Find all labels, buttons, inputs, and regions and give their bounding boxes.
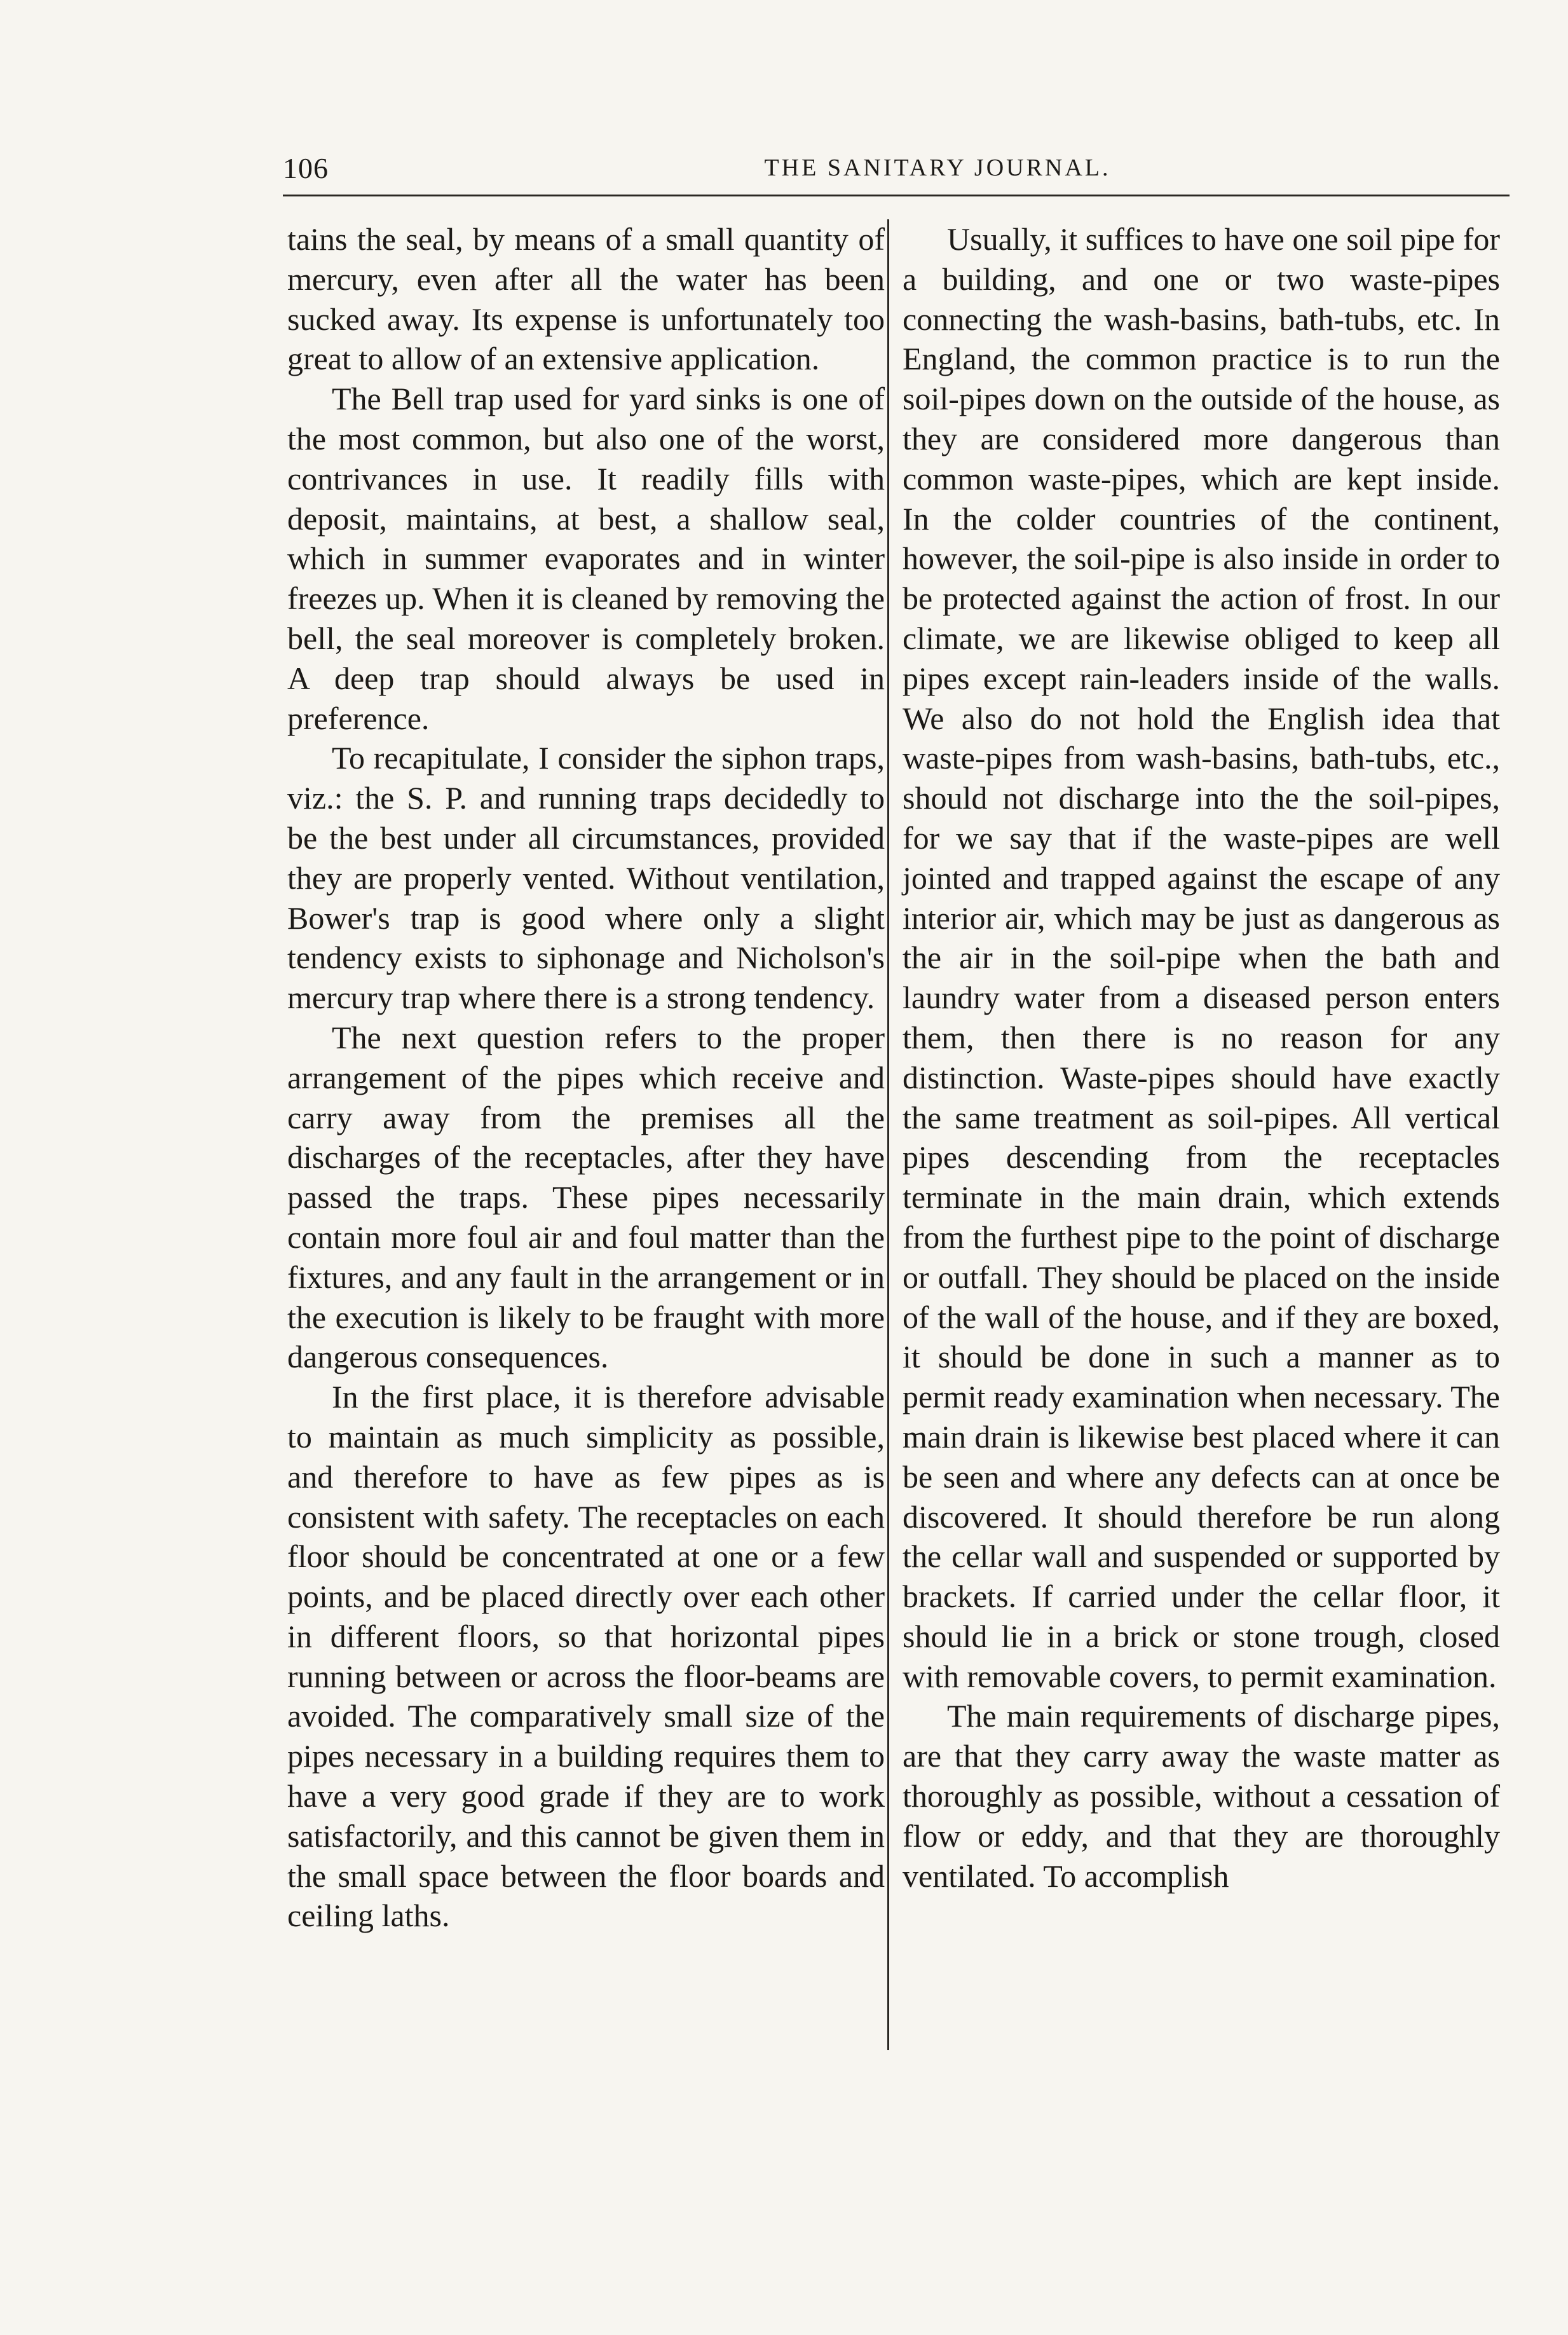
paragraph: The next question refers to the proper arrangement of the pipes which receive and carry away from the premises all the discharges of the receptacles, after they have passed the traps. These pipes necessarily contain more foul air and foul matter than the fixtures, and any fault in the arrangement or in the execution is likely to be fraught with more dangerous consequences. xyxy=(287,1019,885,1375)
paragraph: The main requirements of discharge pipes, are that they carry away the waste matter as thoroughly as possible, without a cessation of flow or eddy, and that they are thoroughly ventilated. To accomplish xyxy=(903,1698,1500,1894)
running-title: THE SANITARY JOURNAL. xyxy=(764,154,1111,181)
page-number: 106 xyxy=(283,152,329,184)
header-rule xyxy=(283,195,1510,196)
paragraph: In the first place, it is therefore advisable to maintain as much simplicity as possible, and therefore to have as few pipes as is consistent with safety. The receptacles on each floor should be concentrated at one or a few points, and be placed directly over each other in different floors, so that horizontal pipes running between or across the floor-beams are avoided. The comparatively small size of the pipes necessary in a building requires them to have a very good grade if they are to work satisfactorily, and this cannot be given them in the small space between the floor boards and ceiling laths. xyxy=(287,1379,885,1934)
right-column xyxy=(903,219,1500,1896)
paragraph: Usually, it suffices to have one soil pipe for a building, and one or two waste-pipes connecting the wash-basins, bath-tubs, etc. In England, the common practice is to run the soil-pipes down on the outside of the house, as they are considered more dangerous than common waste-pipes, which are kept inside. In the colder countries of the continent, however, the soil-pipe is also inside in order to be protected against the action of frost. In our climate, we are likewise obliged to keep all pipes except rain-leaders inside of the walls. We also do not hold the English idea that waste-pipes from wash-basins, bath-tubs, etc., should not discharge into the the soil-pipes, for we say that if the waste-pipes are well jointed and trapped against the escape of any interior air, which may be just as dangerous as the air in the soil-pipe when the bath and laundry water from a diseased person enters them, then there is no reason for any distinction. Waste-pipes should have exactly the same treatment as soil-pipes. All vertical pipes descending from the receptacles terminate in the main drain, which extends from the furthest pipe to the point of discharge or outfall. They should be placed on the inside of the wall of the house, and if they are boxed, it should be done in such a manner as to permit ready examination when necessary. The main drain is likewise best placed where it can be seen and where any defects can at once be discovered. It should therefore be run along the cellar wall and suspended or supported by brackets. If carried under the cellar floor, it should lie in a brick or stone trough, closed with removable covers, to permit examination. xyxy=(903,221,1500,1694)
column-divider xyxy=(887,219,889,2050)
left-column xyxy=(287,219,885,1936)
paragraph: The Bell trap used for yard sinks is one of the most common, but also one of the worst, contrivances in use. It readily fills with deposit, maintains, at best, a shallow seal, which in summer evaporates and in winter freezes up. When it is cleaned by removing the bell, the seal moreover is completely broken. A deep trap should always be used in preference. xyxy=(287,381,885,736)
page-header xyxy=(283,151,1510,189)
paragraph: To recapitulate, I consider the siphon traps, viz.: the S. P. and running traps decidedly to be the best under all circumstances, provided they are properly vented. Without ventilation, Bower's trap is good where only a slight tendency exists to siphonage and Nicholson's mercury trap where there is a strong tendency. xyxy=(287,740,885,1016)
paragraph: tains the seal, by means of a small quantity of mercury, even after all the water has been sucked away. Its expense is unfortunately too great to allow of an extensive application. xyxy=(287,221,885,377)
